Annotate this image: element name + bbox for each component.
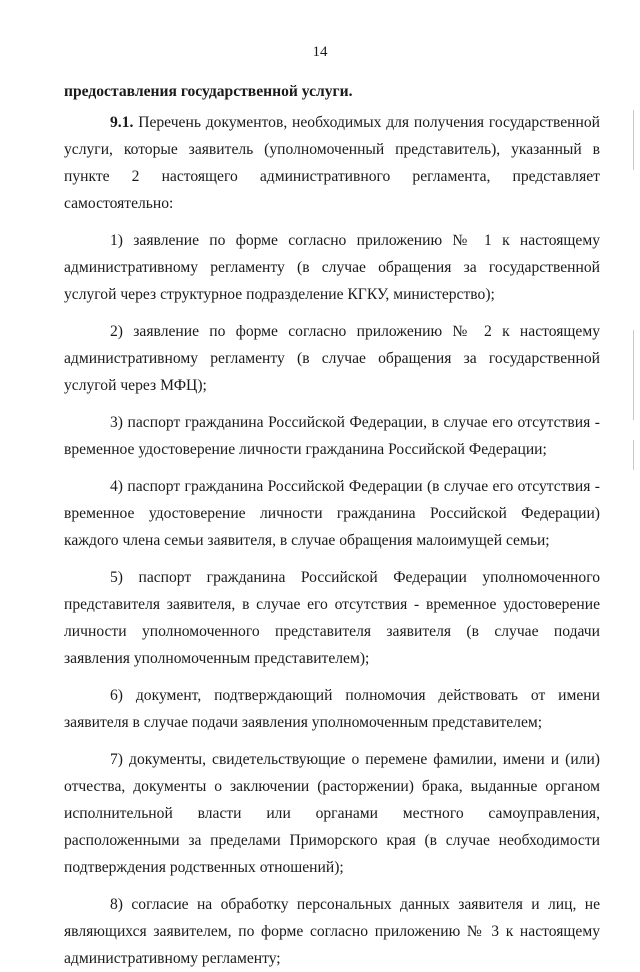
section-number: 9.1. — [110, 114, 134, 131]
section-intro-paragraph — [64, 109, 600, 217]
list-item-1: 1) заявление по форме согласно приложению № 1 к настоящему административному регламенту (в случае обращения за государственной услугой через структурное подразделение КГКУ, министерство); — [64, 232, 600, 303]
list-item-3: 3) паспорт гражданина Российской Федерации, в случае его отсутствия - временное удостоверение личности гражданина Российской Федерации; — [64, 414, 600, 458]
scan-edge-mark — [633, 110, 634, 170]
list-item-7: 7) документы, свидетельствующие о перемене фамилии, имени и (или) отчества, документы о заключении (расторжении) брака, выданные органом исполнительной власти или органами местного самоуправления, расположенными за пределами Приморского края (в случае необходимости подтверждения родственных отношений); — [64, 751, 600, 876]
page-number: 14 — [312, 44, 328, 60]
section-heading: предоставления государственной услуги. — [64, 83, 353, 100]
list-item-4: 4) паспорт гражданина Российской Федерации (в случае его отсутствия - временное удостоверение личности гражданина Российской Федерации) каждого члена семьи заявителя, в случае обращения малоимущей семьи; — [64, 478, 600, 549]
list-item-2: 2) заявление по форме согласно приложению № 2 к настоящему административному регламенту (в случае обращения за государственной услугой через МФЦ); — [64, 323, 600, 394]
list-item-5: 5) паспорт гражданина Российской Федерации уполномоченного представителя заявителя, в случае его отсутствия - временное удостоверение личности уполномоченного представителя заявителя (в случае подачи заявления уполномоченным представителем); — [64, 569, 600, 667]
section-intro-text: Перечень документов, необходимых для получения государственной услуги, которые заявитель (уполномоченный представитель), указанный в пункте 2 настоящего административного регламента, представляет самостоятельно: — [64, 114, 600, 212]
list-item-6: 6) документ, подтверждающий полномочия действовать от имени заявителя в случае подачи заявления уполномоченным представителем; — [64, 687, 600, 731]
scan-edge-mark — [633, 330, 634, 420]
list-item-8: 8) согласие на обработку персональных данных заявителя и лиц, не являющихся заявителем, по форме согласно приложению № 3 к настоящему административному регламенту; — [64, 896, 600, 967]
document-body — [64, 78, 600, 972]
scan-edge-mark — [633, 440, 634, 470]
